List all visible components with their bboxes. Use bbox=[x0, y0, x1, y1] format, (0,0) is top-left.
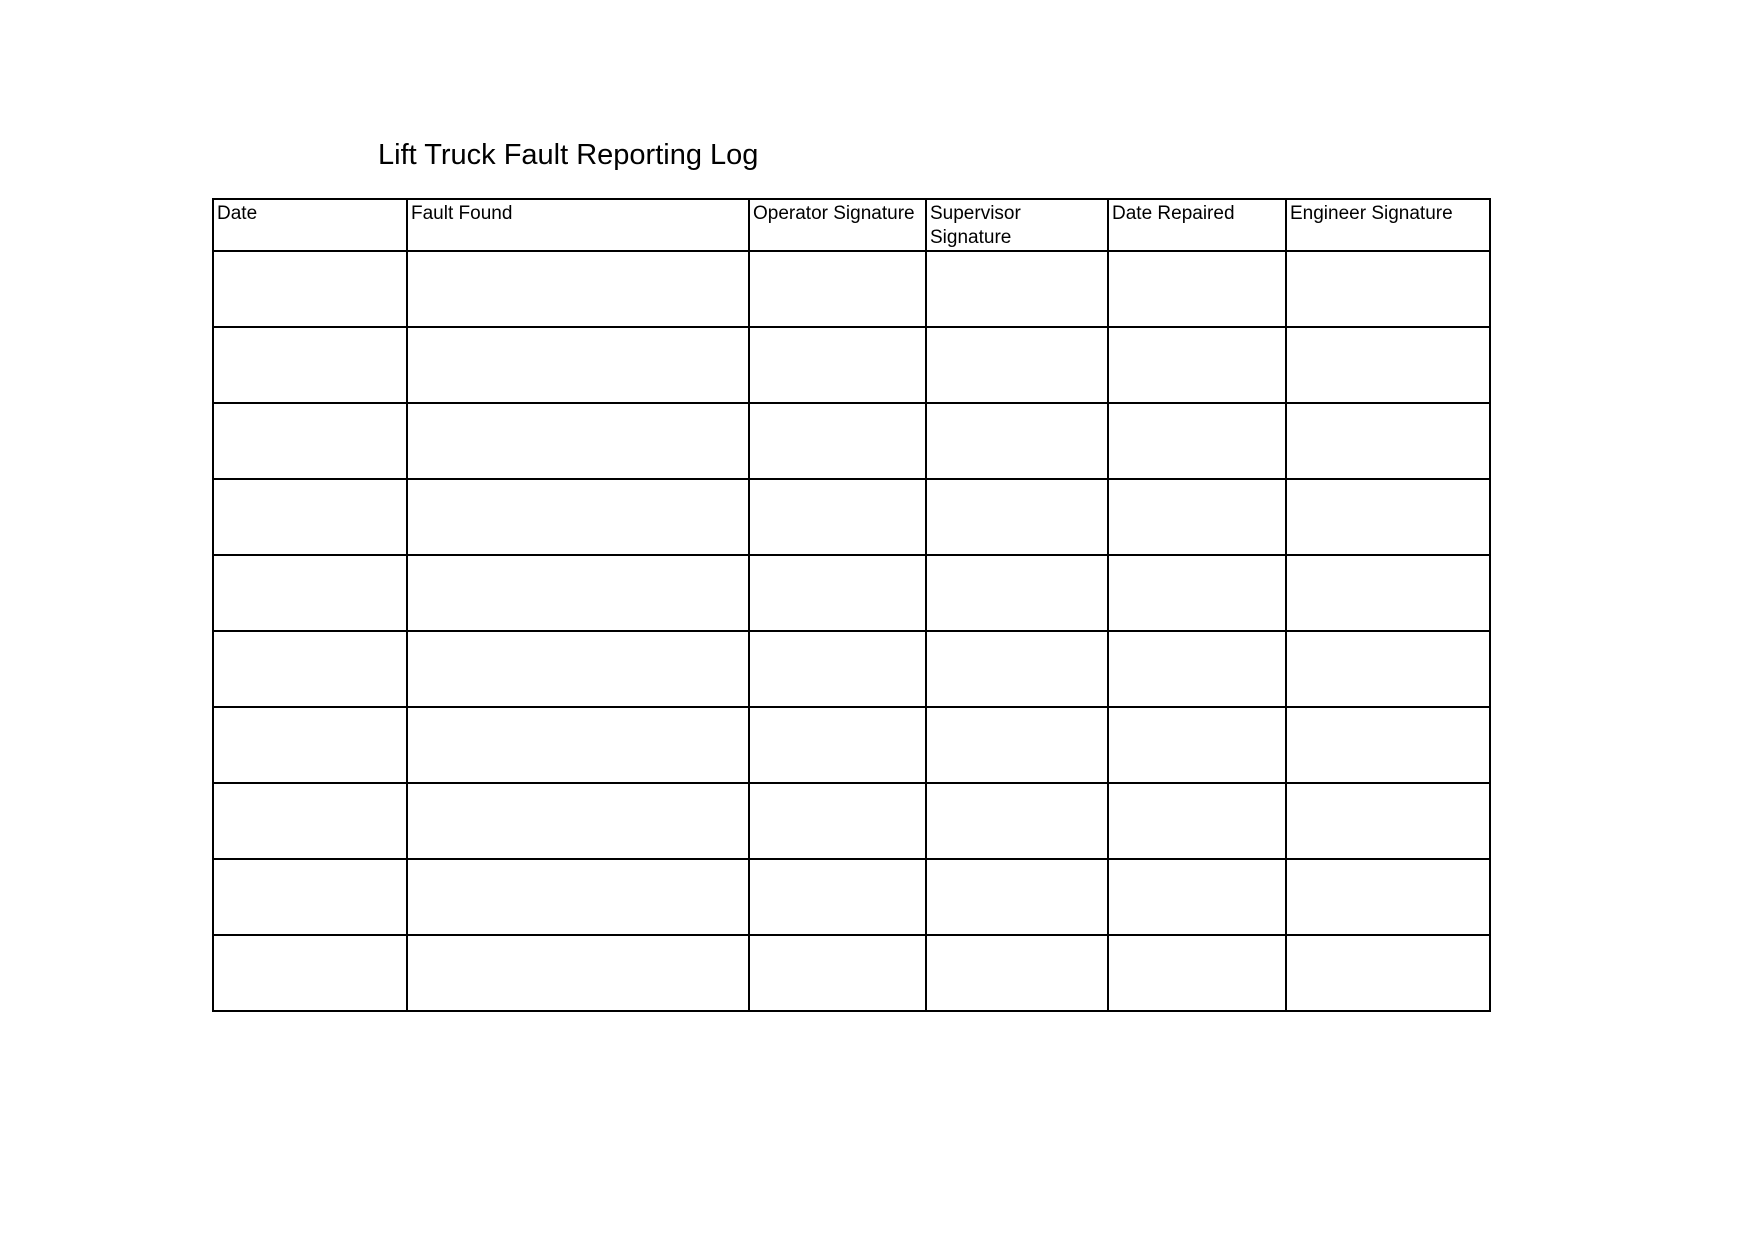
cell-engineer-signature bbox=[1286, 707, 1490, 783]
cell-fault-found bbox=[407, 327, 749, 403]
cell-supervisor-signature bbox=[926, 479, 1108, 555]
cell-fault-found bbox=[407, 631, 749, 707]
cell-operator-signature bbox=[749, 251, 926, 327]
table-row bbox=[213, 327, 1490, 403]
cell-date-repaired bbox=[1108, 555, 1286, 631]
cell-operator-signature bbox=[749, 783, 926, 859]
cell-fault-found bbox=[407, 935, 749, 1011]
cell-engineer-signature bbox=[1286, 479, 1490, 555]
cell-operator-signature bbox=[749, 707, 926, 783]
cell-fault-found bbox=[407, 251, 749, 327]
cell-supervisor-signature bbox=[926, 631, 1108, 707]
cell-date-repaired bbox=[1108, 327, 1286, 403]
cell-operator-signature bbox=[749, 631, 926, 707]
cell-operator-signature bbox=[749, 403, 926, 479]
table-row bbox=[213, 783, 1490, 859]
cell-engineer-signature bbox=[1286, 555, 1490, 631]
header-row bbox=[213, 199, 1490, 251]
cell-date bbox=[213, 859, 407, 935]
cell-fault-found bbox=[407, 859, 749, 935]
table-row bbox=[213, 479, 1490, 555]
cell-supervisor-signature bbox=[926, 251, 1108, 327]
cell-fault-found bbox=[407, 783, 749, 859]
cell-date bbox=[213, 327, 407, 403]
cell-fault-found bbox=[407, 555, 749, 631]
cell-supervisor-signature bbox=[926, 783, 1108, 859]
cell-fault-found bbox=[407, 707, 749, 783]
cell-date bbox=[213, 403, 407, 479]
cell-date-repaired bbox=[1108, 251, 1286, 327]
cell-date bbox=[213, 631, 407, 707]
cell-date-repaired bbox=[1108, 479, 1286, 555]
cell-operator-signature bbox=[749, 555, 926, 631]
cell-engineer-signature bbox=[1286, 783, 1490, 859]
cell-date bbox=[213, 555, 407, 631]
cell-operator-signature bbox=[749, 935, 926, 1011]
cell-engineer-signature bbox=[1286, 631, 1490, 707]
fault-log-table bbox=[212, 198, 1491, 1012]
cell-date-repaired bbox=[1108, 859, 1286, 935]
cell-supervisor-signature bbox=[926, 327, 1108, 403]
column-header-engineer-signature: Engineer Signature bbox=[1286, 199, 1490, 251]
cell-supervisor-signature bbox=[926, 859, 1108, 935]
column-header-fault-found: Fault Found bbox=[407, 199, 749, 251]
cell-operator-signature bbox=[749, 859, 926, 935]
page-title: Lift Truck Fault Reporting Log bbox=[378, 139, 759, 171]
table-row bbox=[213, 555, 1490, 631]
cell-engineer-signature bbox=[1286, 935, 1490, 1011]
column-header-date: Date bbox=[213, 199, 407, 251]
cell-date-repaired bbox=[1108, 707, 1286, 783]
table-row bbox=[213, 935, 1490, 1011]
table-row bbox=[213, 251, 1490, 327]
cell-date bbox=[213, 707, 407, 783]
column-header-date-repaired: Date Repaired bbox=[1108, 199, 1286, 251]
cell-operator-signature bbox=[749, 479, 926, 555]
cell-date bbox=[213, 783, 407, 859]
cell-engineer-signature bbox=[1286, 859, 1490, 935]
column-header-supervisor-signature: Supervisor Signature bbox=[926, 199, 1108, 251]
cell-date bbox=[213, 479, 407, 555]
log-body bbox=[213, 251, 1490, 1011]
table-row bbox=[213, 403, 1490, 479]
cell-engineer-signature bbox=[1286, 327, 1490, 403]
cell-date-repaired bbox=[1108, 935, 1286, 1011]
cell-fault-found bbox=[407, 403, 749, 479]
cell-engineer-signature bbox=[1286, 403, 1490, 479]
table-row bbox=[213, 859, 1490, 935]
cell-date-repaired bbox=[1108, 403, 1286, 479]
cell-fault-found bbox=[407, 479, 749, 555]
table-row bbox=[213, 631, 1490, 707]
cell-operator-signature bbox=[749, 327, 926, 403]
cell-supervisor-signature bbox=[926, 555, 1108, 631]
cell-supervisor-signature bbox=[926, 707, 1108, 783]
column-header-operator-signature: Operator Signature bbox=[749, 199, 926, 251]
table-row bbox=[213, 707, 1490, 783]
cell-engineer-signature bbox=[1286, 251, 1490, 327]
cell-date bbox=[213, 935, 407, 1011]
cell-supervisor-signature bbox=[926, 403, 1108, 479]
cell-date-repaired bbox=[1108, 631, 1286, 707]
cell-supervisor-signature bbox=[926, 935, 1108, 1011]
cell-date bbox=[213, 251, 407, 327]
cell-date-repaired bbox=[1108, 783, 1286, 859]
